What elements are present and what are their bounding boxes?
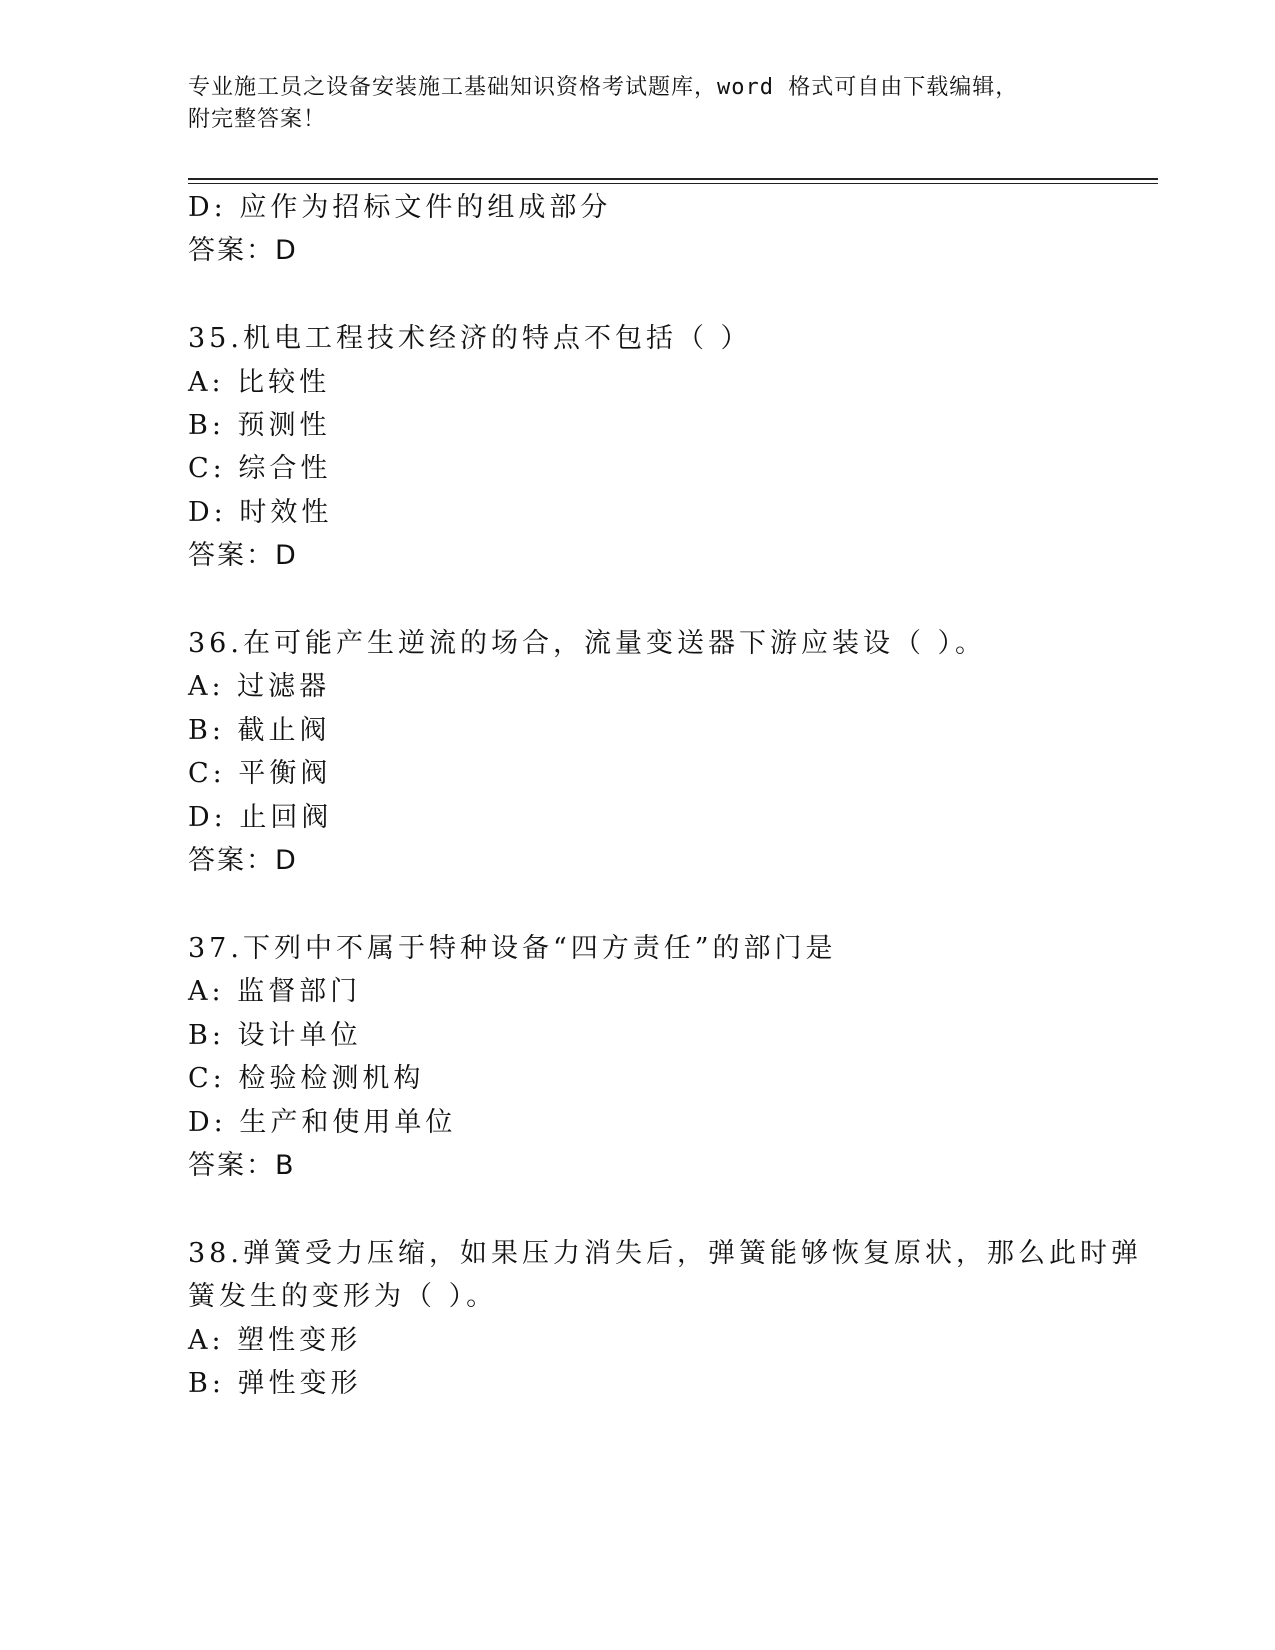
q37-option-c: C: 检验检测机构 — [188, 1063, 425, 1094]
q36-answer: 答案：D — [188, 845, 298, 876]
q36-option-d: D: 止回阀 — [188, 802, 333, 833]
q35-option-b: B: 预测性 — [188, 410, 331, 441]
q36-option-a: A: 过滤器 — [188, 671, 331, 702]
q37-answer: 答案：B — [188, 1150, 296, 1181]
document-header — [188, 72, 1088, 136]
q38-option-b: B: 弹性变形 — [188, 1368, 362, 1399]
header-line-1: 专业施工员之设备安装施工基础知识资格考试题库，word 格式可自由下载编辑， — [188, 75, 1019, 100]
q38-question-line-1: 38.弹簧受力压缩，如果压力消失后，弹簧能够恢复原状，那么此时弹 — [188, 1238, 1142, 1269]
q36-option-b: B: 截止阀 — [188, 715, 331, 746]
q34-answer: 答案：D — [188, 235, 298, 266]
q38-question-line-2: 簧发生的变形为（ ）。 — [188, 1281, 498, 1312]
q37-question: 37.下列中不属于特种设备“四方责任”的部门是 — [188, 933, 837, 964]
q34-option-d: D: 应作为招标文件的组成部分 — [188, 192, 612, 223]
q35-answer: 答案：D — [188, 540, 298, 571]
q37-option-d: D: 生产和使用单位 — [188, 1107, 457, 1138]
header-line-2: 附完整答案！ — [188, 107, 327, 132]
q35-question: 35.机电工程技术经济的特点不包括（ ） — [188, 323, 752, 354]
header-divider-thin — [188, 183, 1158, 184]
q36-option-c: C: 平衡阀 — [188, 758, 332, 789]
q36-question: 36.在可能产生逆流的场合，流量变送器下游应装设（ ）。 — [188, 628, 987, 659]
q37-option-a: A: 监督部门 — [188, 976, 362, 1007]
q35-option-a: A: 比较性 — [188, 367, 331, 398]
header-divider-thick — [188, 178, 1158, 180]
q35-option-c: C: 综合性 — [188, 453, 332, 484]
q37-option-b: B: 设计单位 — [188, 1020, 362, 1051]
q38-option-a: A: 塑性变形 — [188, 1325, 362, 1356]
q35-option-d: D: 时效性 — [188, 497, 333, 528]
